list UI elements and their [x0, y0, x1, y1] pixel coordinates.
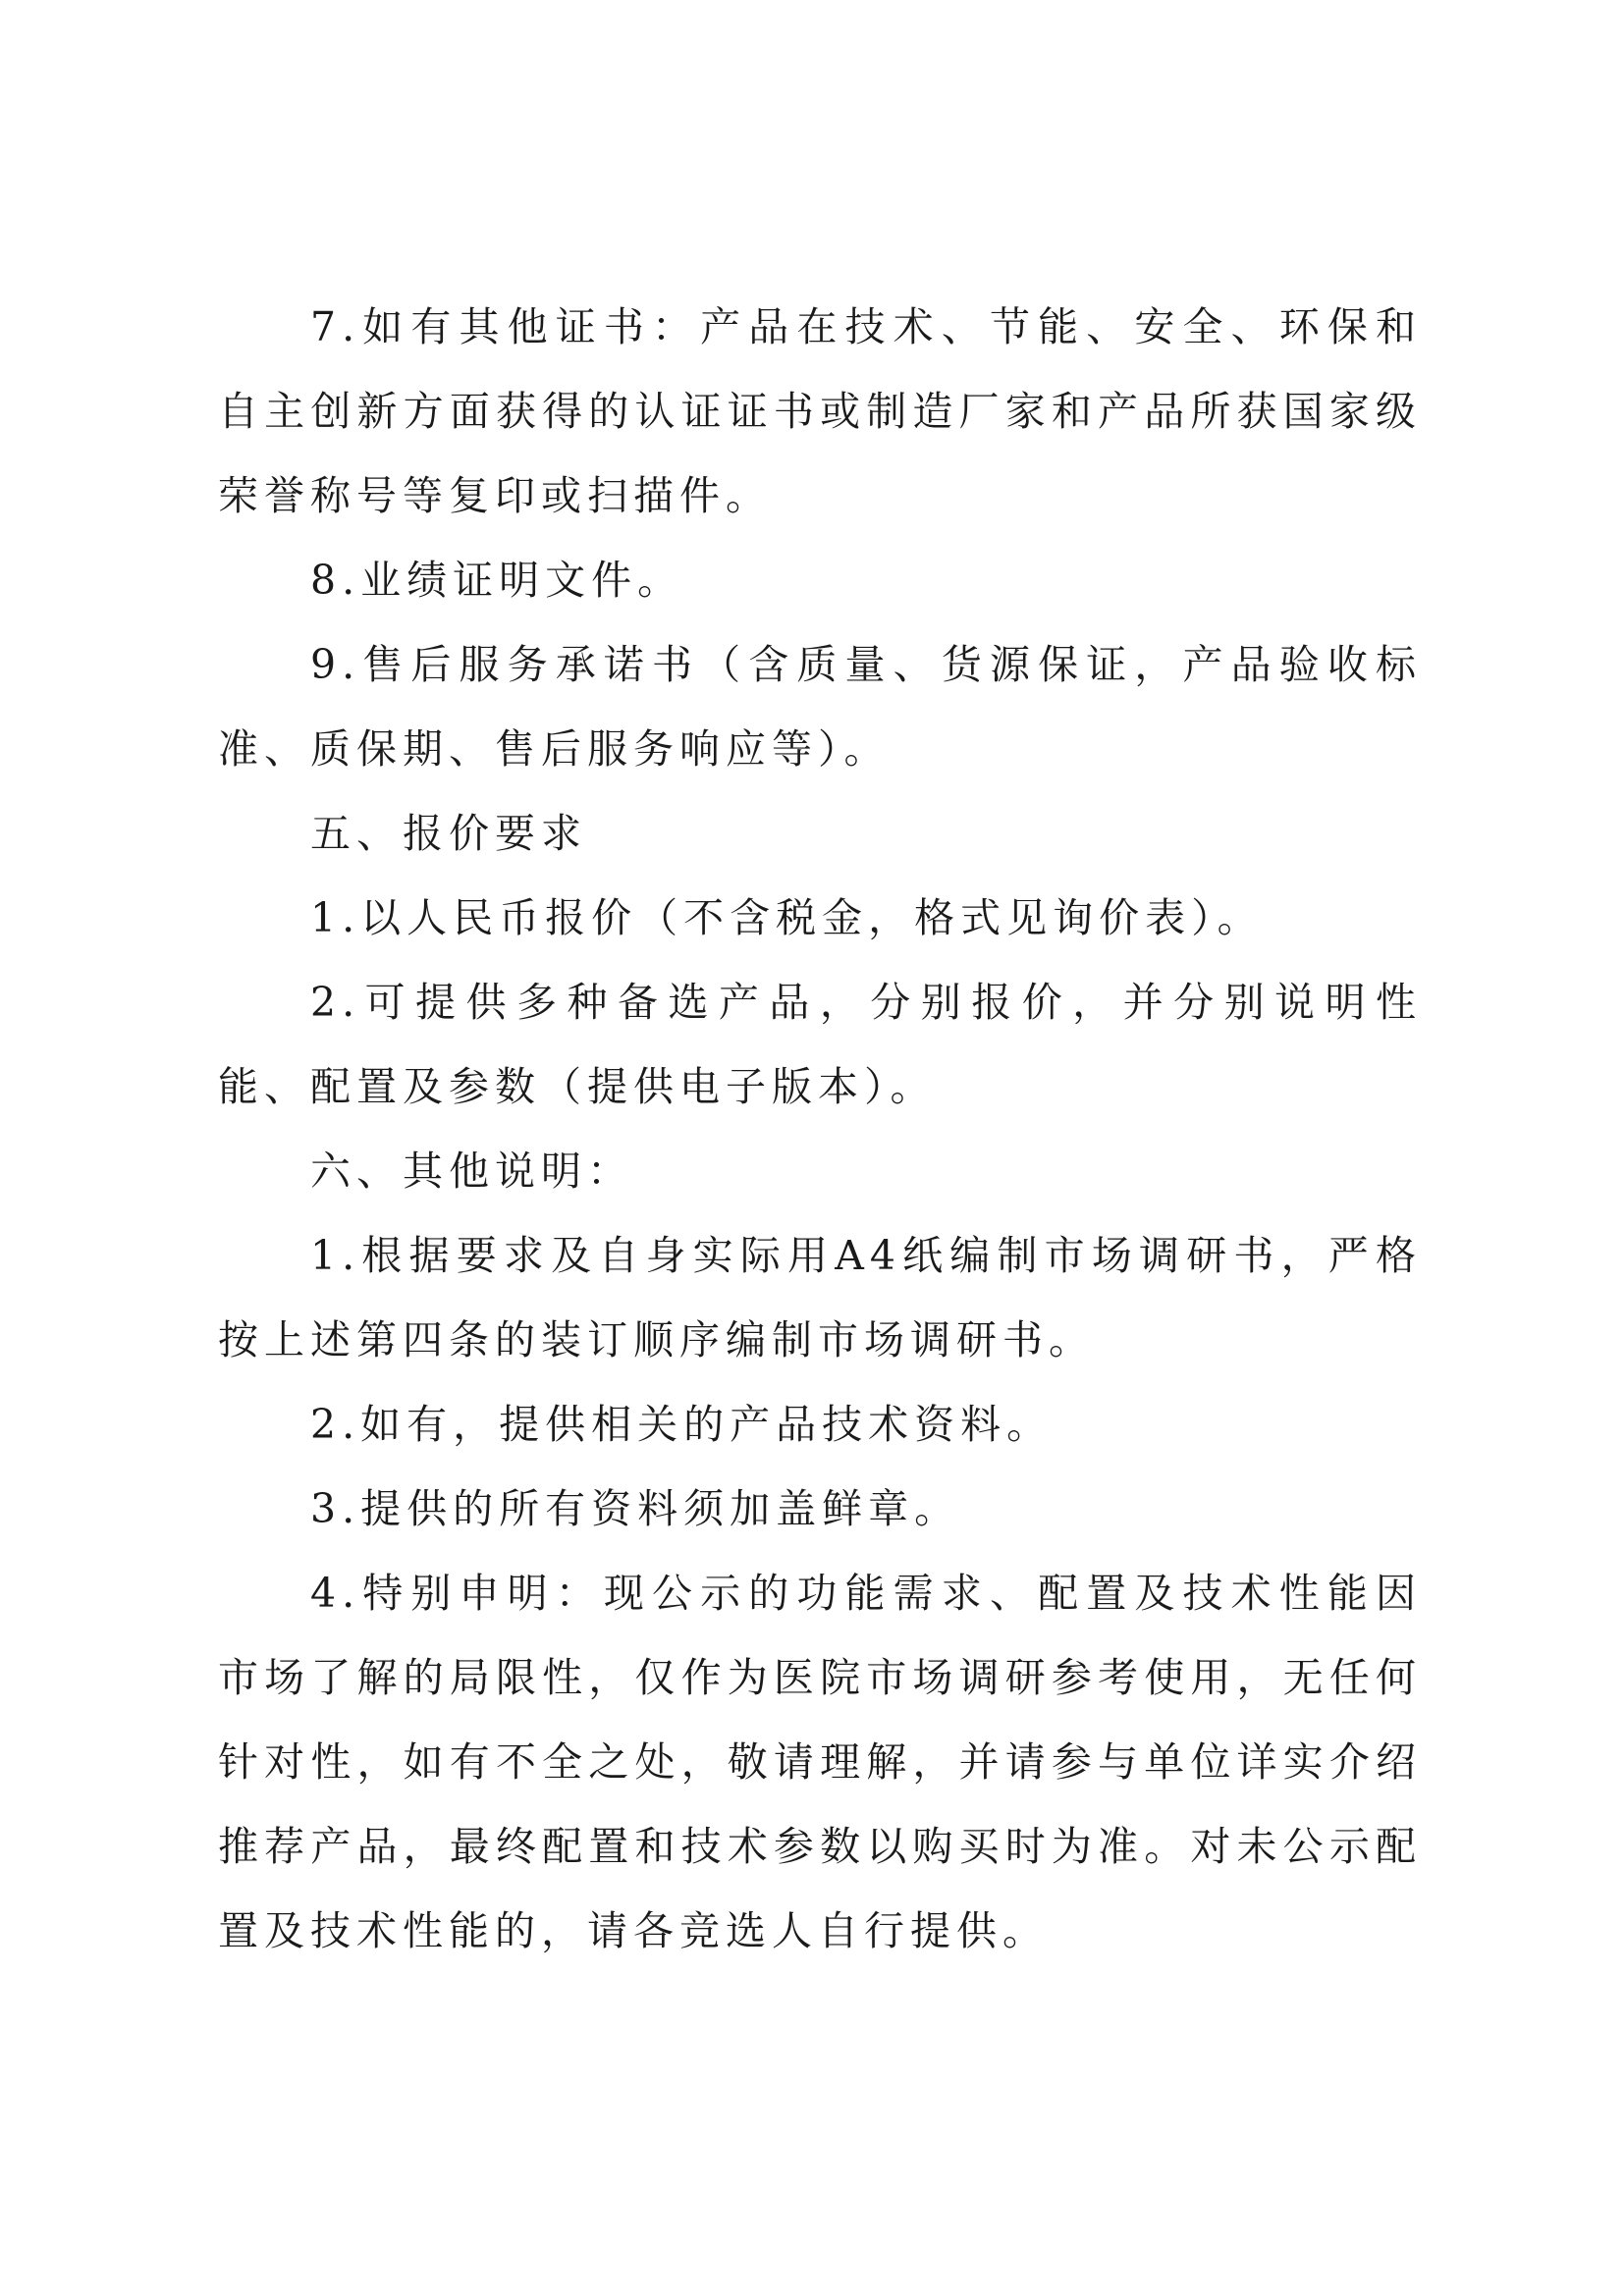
paragraph-after-sales-commitment: 9.售后服务承诺书（含质量、货源保证，产品验收标准、质保期、售后服务响应等）。: [218, 641, 1422, 773]
paragraph-quotation-rmb: 1.以人民币报价（不含税金，格式见询价表）。: [310, 894, 1264, 941]
paragraph-performance-proof: 8.业绩证明文件。: [310, 557, 684, 604]
document-body: [218, 285, 1422, 1973]
paragraph-official-seal: 3.提供的所有资料须加盖鲜章。: [310, 1485, 961, 1532]
paragraph-certificates: 7.如有其他证书：产品在技术、节能、安全、环保和自主创新方面获得的认证证书或制造厂家和产品所获国家级荣誉称号等复印或扫描件。: [218, 303, 1422, 519]
section-heading-other-notes: 六、其他说明：: [310, 1148, 633, 1195]
section-heading-quotation: 五、报价要求: [310, 810, 587, 857]
paragraph-alternative-products: 2.可提供多种备选产品，分别报价，并分别说明性能、配置及参数（提供电子版本）。: [218, 979, 1422, 1110]
paragraph-technical-materials: 2.如有，提供相关的产品技术资料。: [310, 1401, 1054, 1448]
paragraph-research-book: 1.根据要求及自身实际用A4纸编制市场调研书，严格按上述第四条的装订顺序编制市场调研书。: [218, 1232, 1422, 1363]
paragraph-special-statement: 4.特别申明：现公示的功能需求、配置及技术性能因市场了解的局限性，仅作为医院市场调研参考使用，无任何针对性，如有不全之处，敬请理解，并请参与单位详实介绍推荐产品，最终配置和技术参数以购买时为准。对未公示配置及技术性能的，请各竞选人自行提供。: [218, 1570, 1422, 1954]
